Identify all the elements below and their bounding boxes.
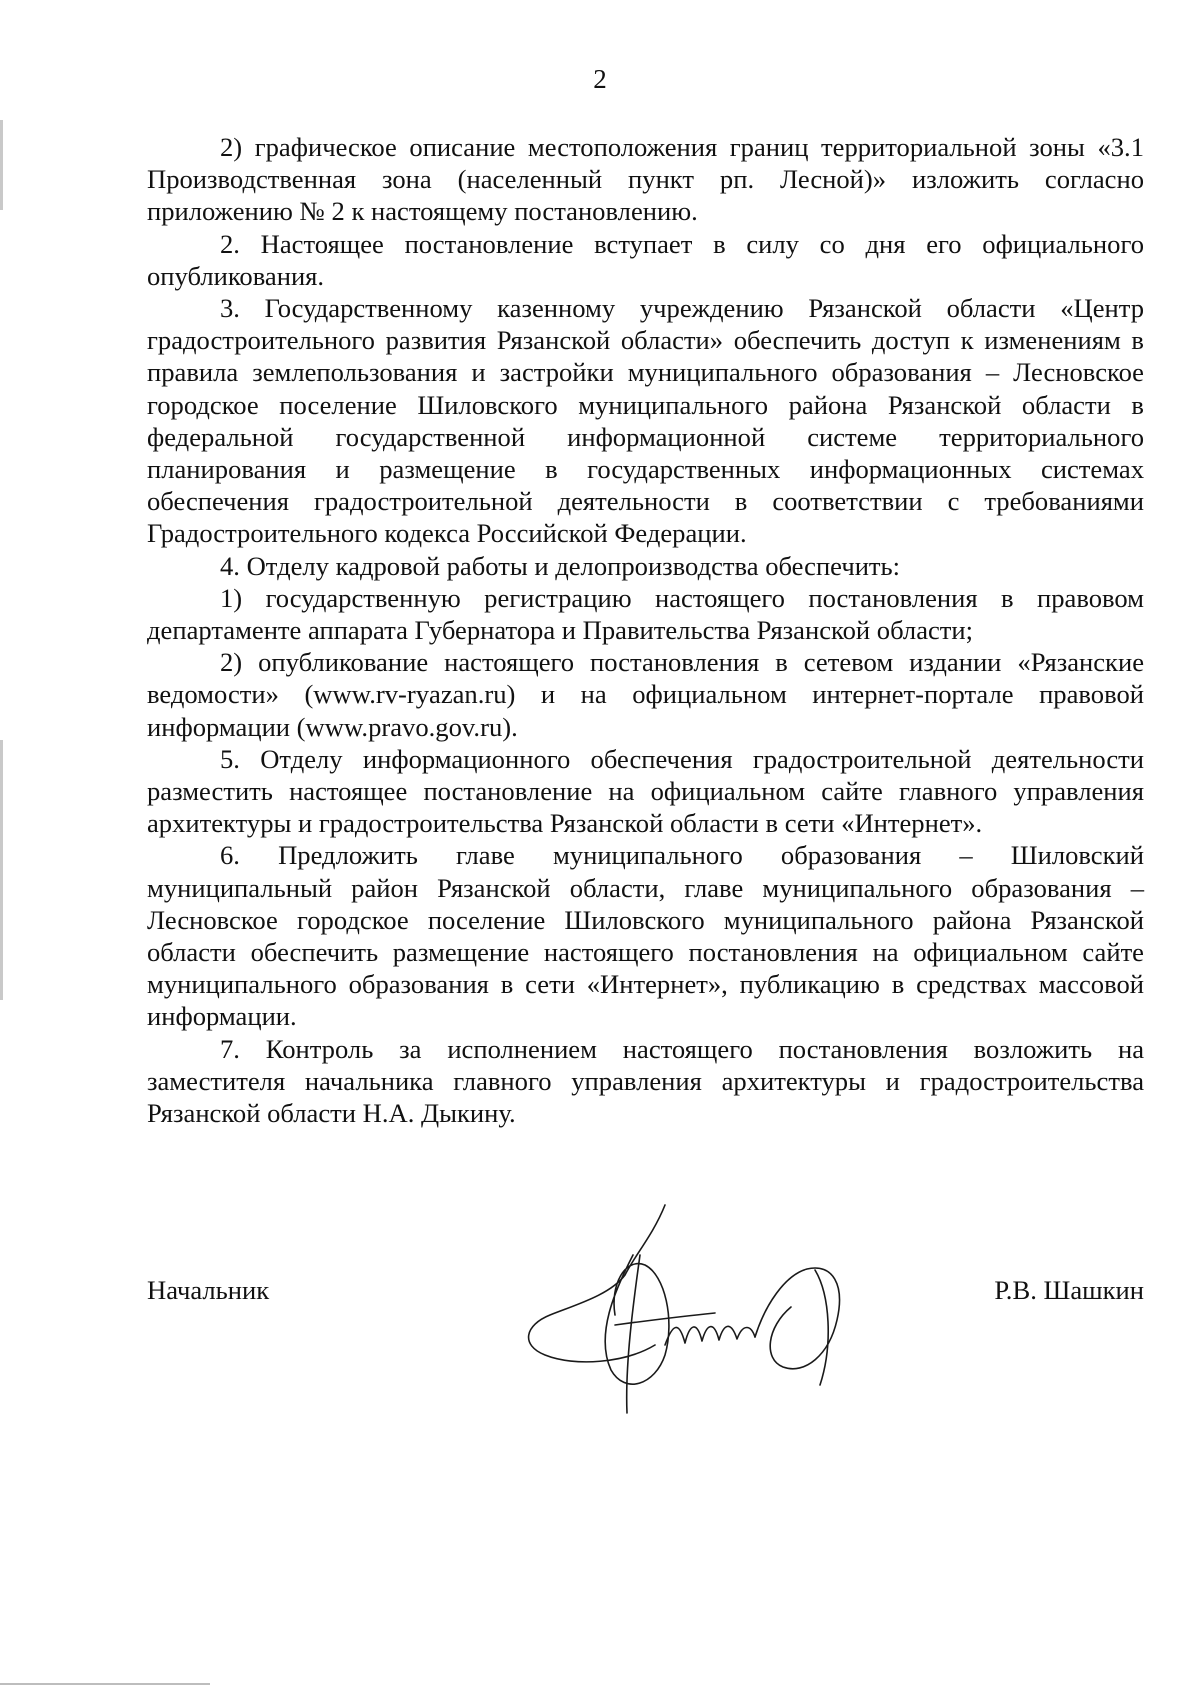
paragraph-item-2-2: 2) графическое описание местоположения границ территориальной зоны «3.1 Производственная зона (населенный пункт рп. Лесной)» изложить согласно приложению № 2 к настоящему постановлению. [147, 132, 1144, 227]
handwritten-signature [515, 1195, 895, 1425]
scan-edge-mark [0, 740, 3, 1000]
paragraph-5: 5. Отделу информационного обеспечения градостроительной деятельности разместить настоящее постановление на официальном сайте главного управления архитектуры и градостроительства Рязанской области в сети «Интернет». [147, 743, 1144, 839]
paragraph-4-item-1: 1) государственную регистрацию настоящего постановления в правовом департаменте аппарата Губернатора и Правительства Рязанской области; [147, 582, 1144, 646]
paragraph-4: 4. Отделу кадровой работы и делопроизводства обеспечить: [220, 550, 901, 581]
paragraph-7: 7. Контроль за исполнением настоящего постановления возложить на заместителя начальника главного управления архитектуры и градостроительства Рязанской области Н.А. Дыкину. [147, 1033, 1144, 1129]
signer-title: Начальник [147, 1275, 270, 1305]
paragraph-6: 6. Предложить главе муниципального образования – Шиловский муниципальный район Рязанской области, главе муниципального образования – Лесновское городское поселение Шиловского муниципального района Рязанской области обеспечить размещение настоящего постановления на официальном сайте муниципального образования в сети «Интернет», публикацию в средствах массовой информации. [147, 840, 1144, 1032]
paragraph-3: 3. Государственному казенному учреждению Рязанской области «Центр градостроительного развития Рязанской области» обеспечить доступ к изменениям в правила землепользования и застройки муниципального образования – Лесновское городское поселение Шиловского муниципального района Рязанской области в федеральной государственной информационной системе территориального планирования и размещение в государственных информационных системах обеспечения градостроительной деятельности в соответствии с требованиями Градостроительного кодекса Российской Федерации. [147, 293, 1144, 549]
scan-bottom-mark [0, 1683, 210, 1685]
page-number: 2 [593, 64, 607, 94]
paragraph-2: 2. Настоящее постановление вступает в силу со дня его официального опубликования. [147, 228, 1144, 291]
signer-name: Р.В. Шашкин [994, 1275, 1144, 1305]
paragraph-4-item-2: 2) опубликование настоящего постановления в сетевом издании «Рязанские ведомости» (www.rv-ryazan.ru) и на официальном интернет-портале правовой информации (www.pravo.gov.ru). [147, 647, 1144, 742]
document-body [147, 131, 1144, 1129]
scan-edge-mark [0, 120, 3, 210]
